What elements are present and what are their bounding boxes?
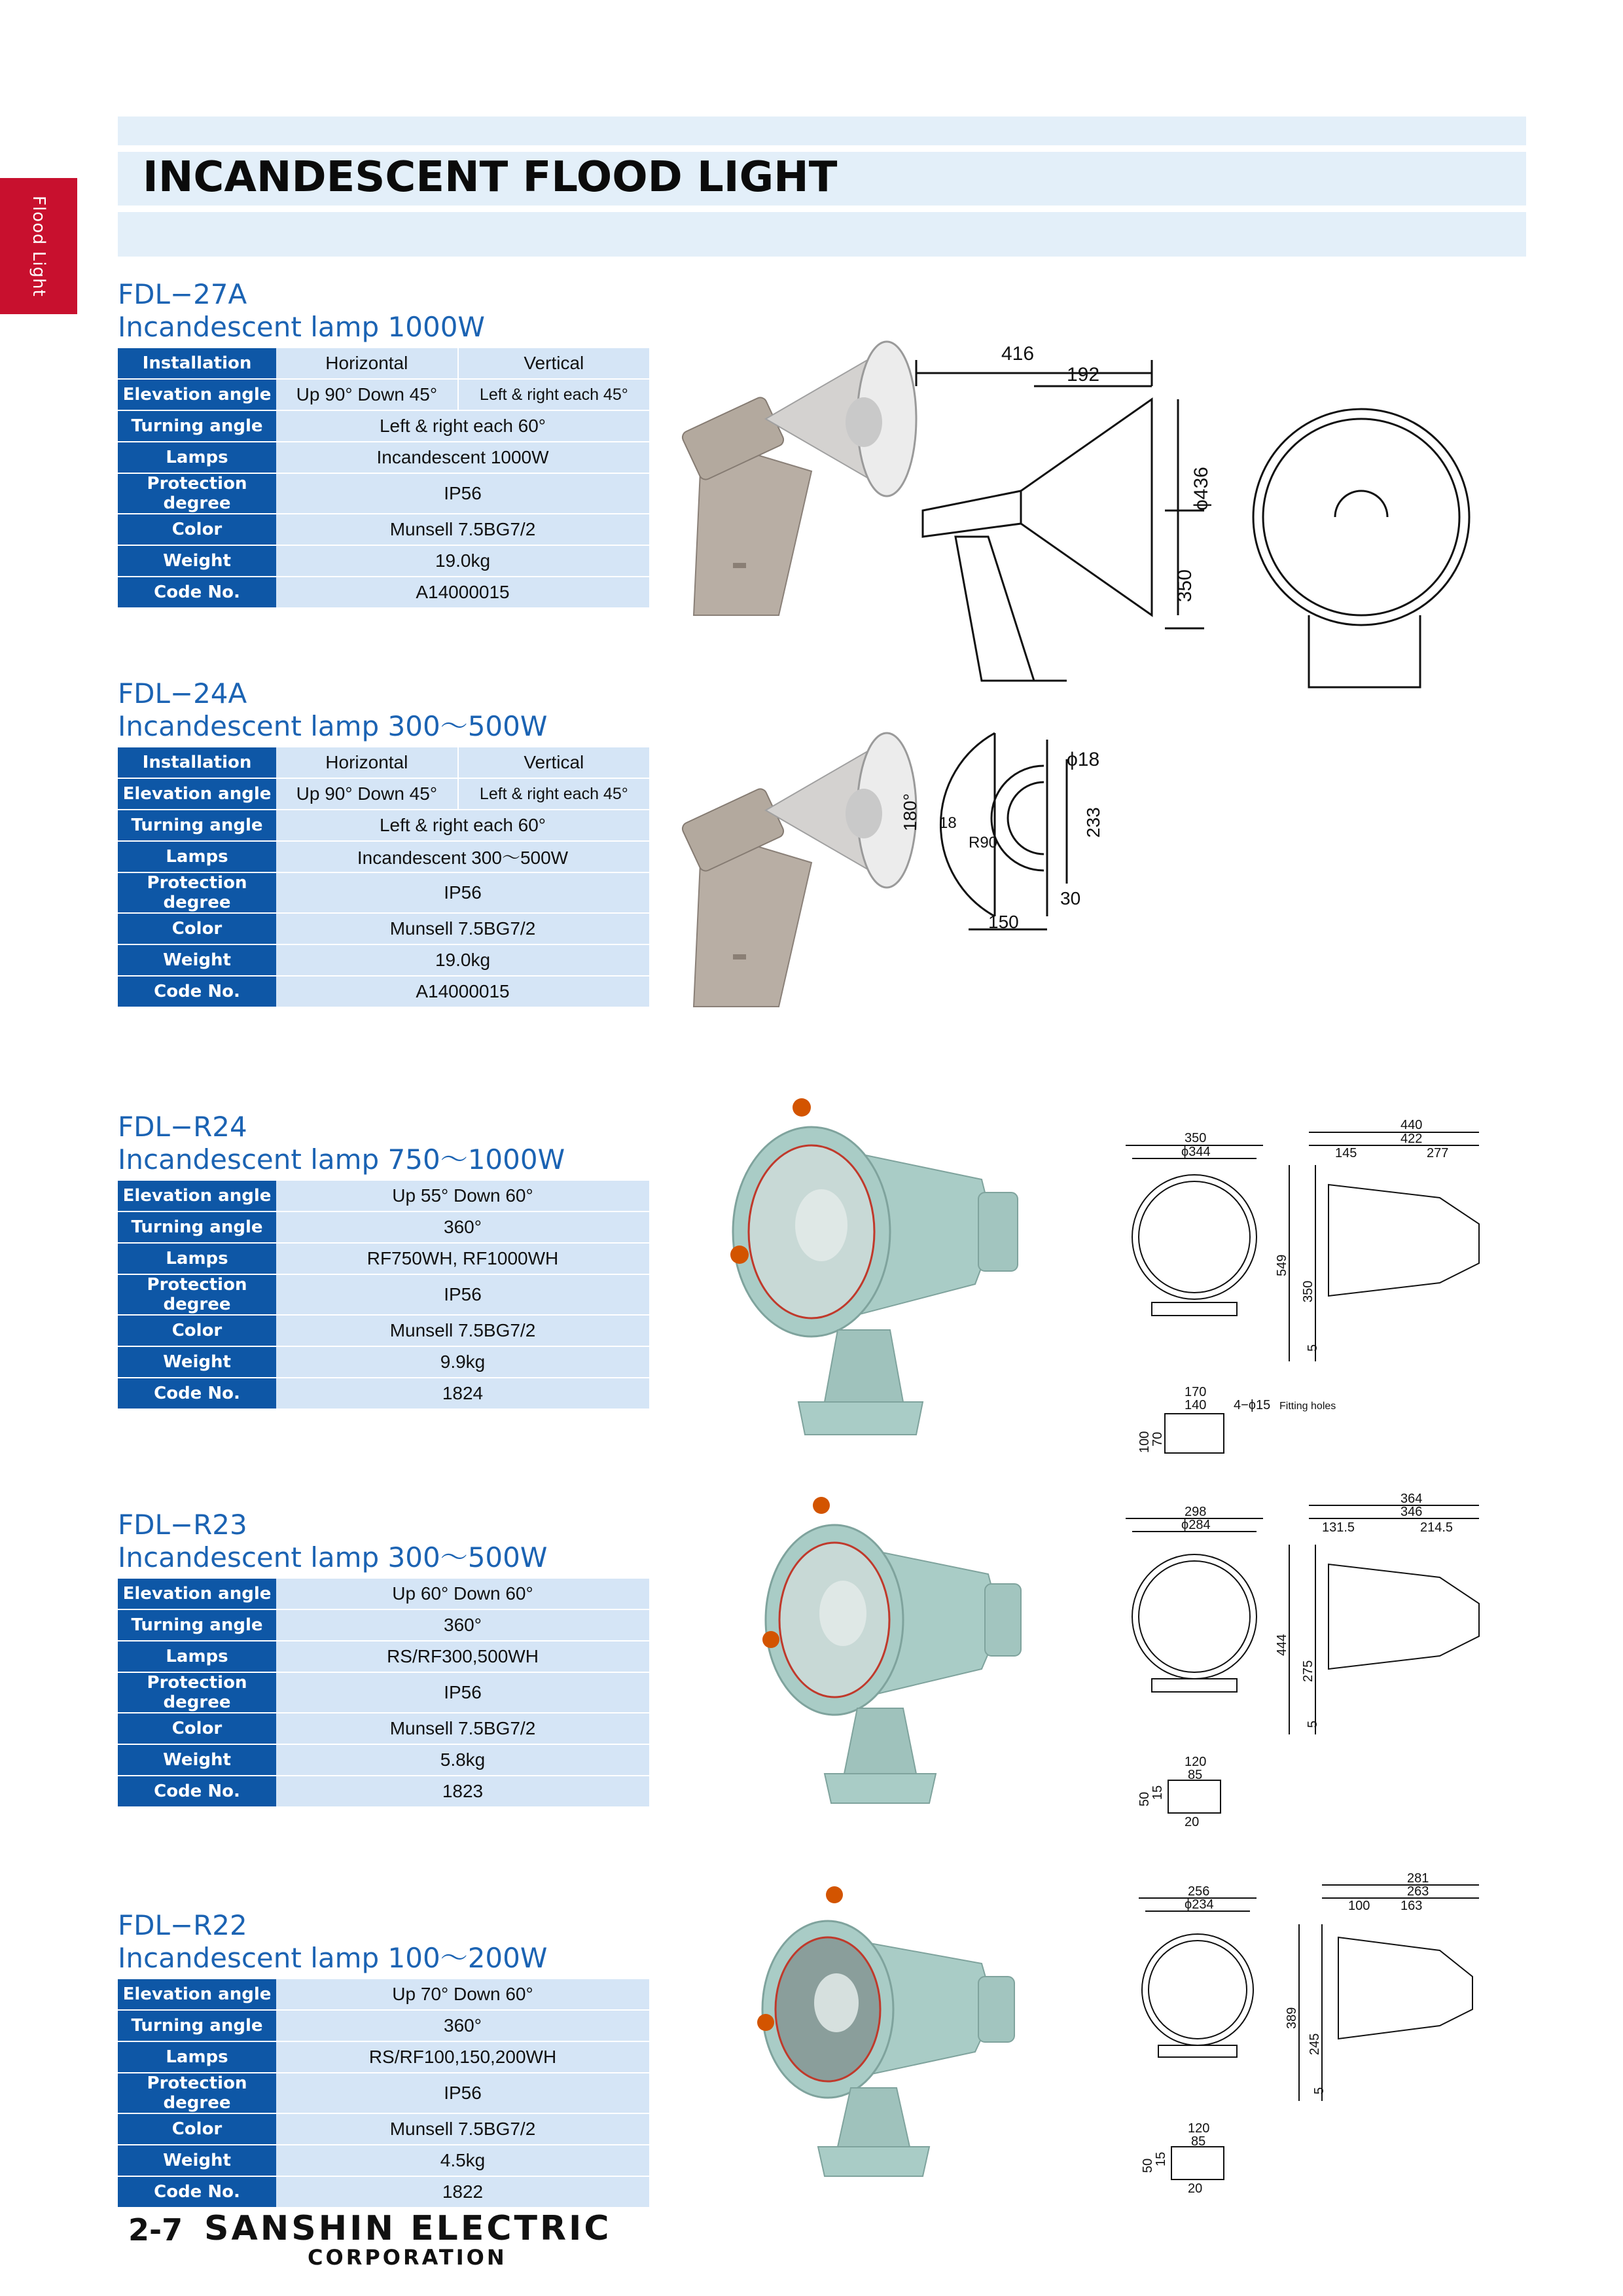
spec-value: 19.0kg xyxy=(276,944,649,976)
spec-label: Protection degree xyxy=(118,2073,276,2113)
spec-label: Protection degree xyxy=(118,1672,276,1713)
spec-label: Code No. xyxy=(118,1378,276,1409)
dim-20: 20 xyxy=(1188,2181,1203,2196)
spec-label: Color xyxy=(118,2113,276,2145)
spec-label: Lamps xyxy=(118,2041,276,2073)
dim-phi284: ϕ284 xyxy=(1181,1518,1211,1532)
spec-row-lamps xyxy=(118,2041,649,2073)
dim-275: 275 xyxy=(1301,1660,1315,1682)
spec-table xyxy=(118,1579,649,1808)
spec-value: Munsell 7.5BG7/2 xyxy=(276,514,649,545)
spec-label: Code No. xyxy=(118,1776,276,1807)
spec-row-color xyxy=(118,514,649,545)
fdl-r22-photo xyxy=(753,1878,1027,2186)
dim-5: 5 xyxy=(1306,1720,1320,1728)
dim-50: 50 xyxy=(1137,1791,1152,1806)
spec-label: Elevation angle xyxy=(118,1579,276,1609)
product-fdl-r24 xyxy=(118,1111,649,1410)
page-title: INCANDESCENT FLOOD LIGHT xyxy=(143,153,838,202)
spec-row-elevation xyxy=(118,778,649,810)
spec-row-turning xyxy=(118,410,649,442)
spec-label: Weight xyxy=(118,944,276,976)
fitting-holes-label: Fitting holes xyxy=(1279,1401,1336,1412)
spec-value: 19.0kg xyxy=(276,545,649,577)
spec-row-turning xyxy=(118,2010,649,2041)
fdl-r23-drawing xyxy=(1113,1492,1505,1833)
spec-value: A14000015 xyxy=(276,577,649,608)
spec-row-lamps xyxy=(118,841,649,872)
spec-label: Code No. xyxy=(118,2176,276,2208)
dim-298: 298 xyxy=(1185,1505,1207,1519)
dim-444: 444 xyxy=(1275,1634,1289,1656)
product-model: FDL−R22 xyxy=(118,1909,247,1941)
dim-15: 15 xyxy=(1150,1785,1165,1800)
spec-row-turning xyxy=(118,810,649,841)
product-model: FDL−R23 xyxy=(118,1509,247,1541)
spec-label: Code No. xyxy=(118,577,276,608)
page-number: 2-7 xyxy=(128,2212,183,2248)
spec-value: 1822 xyxy=(276,2176,649,2208)
spec-value: Left & right each 45° xyxy=(458,379,649,410)
spec-value: Incandescent 300〜500W xyxy=(276,841,649,872)
dim-85: 85 xyxy=(1191,2134,1206,2149)
company-corporation: CORPORATION xyxy=(308,2245,507,2270)
spec-value: IP56 xyxy=(276,1274,649,1315)
section-tab xyxy=(0,178,77,314)
spec-value: Horizontal xyxy=(276,747,458,778)
spec-row-lamps xyxy=(118,1243,649,1274)
fdl-24a-photo xyxy=(674,732,897,1007)
dim-163: 163 xyxy=(1400,1899,1423,1913)
dim-549: 549 xyxy=(1275,1254,1289,1276)
spec-row-elevation xyxy=(118,1181,649,1211)
spec-label: Installation xyxy=(118,747,276,778)
section-tab-label: Flood Light xyxy=(29,195,48,297)
product-lamp: Incandescent lamp 300〜500W xyxy=(118,1541,548,1573)
spec-label: Weight xyxy=(118,545,276,577)
dim-346: 346 xyxy=(1400,1505,1423,1519)
dim-phi234: ϕ234 xyxy=(1185,1897,1214,1912)
spec-value: Vertical xyxy=(458,747,649,778)
spec-row-code xyxy=(118,2176,649,2208)
spec-value: Up 55° Down 60° xyxy=(276,1181,649,1211)
spec-row-weight xyxy=(118,2145,649,2176)
spec-value: 1823 xyxy=(276,1776,649,1807)
dim-phi436: ϕ436 xyxy=(1190,467,1212,511)
spec-value: RS/RF300,500WH xyxy=(276,1641,649,1672)
product-lamp: Incandescent lamp 750〜1000W xyxy=(118,1143,565,1175)
title-banner xyxy=(118,117,1526,257)
dim-120: 120 xyxy=(1188,2121,1210,2136)
spec-value: RS/RF100,150,200WH xyxy=(276,2041,649,2073)
dim-281: 281 xyxy=(1407,1871,1429,1886)
spec-row-code xyxy=(118,1776,649,1807)
spec-label: Color xyxy=(118,913,276,944)
spec-label: Elevation angle xyxy=(118,778,276,810)
spec-row-code xyxy=(118,976,649,1007)
dim-120: 120 xyxy=(1185,1755,1207,1769)
dim-70: 70 xyxy=(1150,1431,1165,1446)
dim-131-5: 131.5 xyxy=(1322,1520,1355,1535)
spec-row-protection xyxy=(118,2073,649,2113)
spec-label: Lamps xyxy=(118,841,276,872)
spec-value: Up 70° Down 60° xyxy=(276,1979,649,2010)
spec-label: Weight xyxy=(118,2145,276,2176)
spec-value: IP56 xyxy=(276,1672,649,1713)
spec-value: 360° xyxy=(276,2010,649,2041)
spec-value: Up 90° Down 45° xyxy=(276,778,458,810)
dim-277: 277 xyxy=(1427,1146,1449,1160)
spec-row-lamps xyxy=(118,442,649,473)
spec-row-protection xyxy=(118,1672,649,1713)
spec-label: Lamps xyxy=(118,1243,276,1274)
spec-row-installation xyxy=(118,348,649,379)
dim-416: 416 xyxy=(1001,343,1035,365)
spec-value: IP56 xyxy=(276,2073,649,2113)
spec-row-code xyxy=(118,577,649,608)
dim-20: 20 xyxy=(1185,1815,1200,1829)
dim-256: 256 xyxy=(1188,1884,1210,1899)
spec-row-color xyxy=(118,1713,649,1744)
spec-label: Turning angle xyxy=(118,410,276,442)
spec-row-elevation xyxy=(118,379,649,410)
spec-value: 5.8kg xyxy=(276,1744,649,1776)
spec-row-code xyxy=(118,1378,649,1409)
spec-value: 9.9kg xyxy=(276,1346,649,1378)
dim-389: 389 xyxy=(1285,2007,1299,2029)
dim-350: 350 xyxy=(1185,1131,1207,1145)
dim-263: 263 xyxy=(1407,1884,1429,1899)
product-lamp: Incandescent lamp 100〜200W xyxy=(118,1942,548,1974)
spec-label: Protection degree xyxy=(118,1274,276,1315)
spec-value: Munsell 7.5BG7/2 xyxy=(276,1713,649,1744)
dim-364: 364 xyxy=(1400,1492,1423,1506)
dim-350b: 350 xyxy=(1301,1280,1315,1302)
product-lamp: Incandescent lamp 300〜500W xyxy=(118,710,548,742)
dim-5: 5 xyxy=(1312,2087,1327,2094)
dim-192: 192 xyxy=(1067,364,1100,386)
fdl-r24-drawing xyxy=(1113,1106,1505,1460)
dim-100: 100 xyxy=(1348,1899,1370,1913)
banner-stripe xyxy=(118,206,1526,212)
spec-table xyxy=(118,1181,649,1410)
dim-150: 150 xyxy=(988,912,1019,932)
fdl-24a-drawing xyxy=(900,720,1139,942)
fdl-27a-photo xyxy=(674,340,897,615)
dim-30: 30 xyxy=(1060,888,1081,908)
company-logo: SANSHIN ELECTRIC xyxy=(204,2209,612,2248)
dim-5: 5 xyxy=(1306,1344,1320,1352)
spec-value: Munsell 7.5BG7/2 xyxy=(276,1315,649,1346)
spec-label: Protection degree xyxy=(118,872,276,913)
spec-value: A14000015 xyxy=(276,976,649,1007)
product-model: FDL−24A xyxy=(118,677,247,709)
spec-row-installation xyxy=(118,747,649,778)
dim-422: 422 xyxy=(1400,1132,1423,1146)
fdl-27a-drawing xyxy=(903,340,1505,707)
spec-value: Horizontal xyxy=(276,348,458,379)
dim-4-phi15: 4−ϕ15 xyxy=(1234,1398,1271,1412)
product-fdl-24a xyxy=(118,678,649,1008)
spec-row-protection xyxy=(118,1274,649,1315)
spec-row-protection xyxy=(118,872,649,913)
spec-label: Lamps xyxy=(118,1641,276,1672)
spec-row-weight xyxy=(118,545,649,577)
spec-value: 1824 xyxy=(276,1378,649,1409)
spec-value: 360° xyxy=(276,1211,649,1243)
dim-140: 140 xyxy=(1185,1398,1207,1412)
spec-label: Turning angle xyxy=(118,810,276,841)
spec-label: Code No. xyxy=(118,976,276,1007)
spec-label: Lamps xyxy=(118,442,276,473)
dim-50: 50 xyxy=(1141,2158,1155,2173)
product-fdl-r22 xyxy=(118,1910,649,2208)
spec-label: Elevation angle xyxy=(118,1181,276,1211)
spec-row-turning xyxy=(118,1609,649,1641)
spec-label: Color xyxy=(118,1713,276,1744)
spec-label: Turning angle xyxy=(118,1609,276,1641)
spec-value: Left & right each 60° xyxy=(276,410,649,442)
spec-label: Elevation angle xyxy=(118,379,276,410)
spec-value: Left & right each 45° xyxy=(458,778,649,810)
spec-value: Vertical xyxy=(458,348,649,379)
spec-value: Incandescent 1000W xyxy=(276,442,649,473)
spec-table xyxy=(118,1979,649,2208)
fdl-r24-photo xyxy=(726,1094,1027,1448)
dim-100: 100 xyxy=(1137,1431,1152,1453)
spec-value: Up 60° Down 60° xyxy=(276,1579,649,1609)
product-model: FDL−27A xyxy=(118,278,247,310)
dim-170: 170 xyxy=(1185,1385,1207,1399)
spec-label: Weight xyxy=(118,1744,276,1776)
fdl-r22-drawing xyxy=(1113,1872,1505,2199)
product-fdl-27a xyxy=(118,279,649,609)
spec-label: Weight xyxy=(118,1346,276,1378)
product-lamp: Incandescent lamp 1000W xyxy=(118,311,485,343)
spec-row-elevation xyxy=(118,1579,649,1609)
spec-value: Up 90° Down 45° xyxy=(276,379,458,410)
spec-row-protection xyxy=(118,473,649,514)
spec-row-turning xyxy=(118,1211,649,1243)
spec-label: Elevation angle xyxy=(118,1979,276,2010)
dim-phi18: ϕ18 xyxy=(1067,749,1100,770)
spec-label: Turning angle xyxy=(118,2010,276,2041)
dim-350: 350 xyxy=(1174,569,1196,602)
spec-label: Turning angle xyxy=(118,1211,276,1243)
spec-row-weight xyxy=(118,1744,649,1776)
dim-phi344: ϕ344 xyxy=(1181,1145,1211,1159)
spec-row-weight xyxy=(118,944,649,976)
dim-214-5: 214.5 xyxy=(1420,1520,1454,1535)
dim-18: 18 xyxy=(939,814,957,832)
spec-value: Munsell 7.5BG7/2 xyxy=(276,913,649,944)
spec-value: IP56 xyxy=(276,872,649,913)
dim-145: 145 xyxy=(1335,1146,1357,1160)
spec-label: Protection degree xyxy=(118,473,276,514)
dim-15: 15 xyxy=(1154,2151,1168,2166)
spec-value: Left & right each 60° xyxy=(276,810,649,841)
dim-245: 245 xyxy=(1308,2033,1322,2055)
spec-value: 360° xyxy=(276,1609,649,1641)
dim-85: 85 xyxy=(1188,1768,1203,1782)
spec-row-color xyxy=(118,1315,649,1346)
spec-row-color xyxy=(118,913,649,944)
spec-value: Munsell 7.5BG7/2 xyxy=(276,2113,649,2145)
spec-row-color xyxy=(118,2113,649,2145)
spec-value: 4.5kg xyxy=(276,2145,649,2176)
product-fdl-r23 xyxy=(118,1509,649,1808)
spec-table xyxy=(118,348,649,609)
spec-row-elevation xyxy=(118,1979,649,2010)
banner-stripe xyxy=(118,145,1526,152)
dim-r90: R90 xyxy=(969,834,998,852)
spec-row-lamps xyxy=(118,1641,649,1672)
spec-row-weight xyxy=(118,1346,649,1378)
spec-value: IP56 xyxy=(276,473,649,514)
dim-440: 440 xyxy=(1400,1118,1423,1132)
fdl-r23-photo xyxy=(759,1492,1034,1813)
dim-180deg: 180° xyxy=(900,793,920,831)
spec-label: Color xyxy=(118,514,276,545)
spec-value: RF750WH, RF1000WH xyxy=(276,1243,649,1274)
spec-label: Installation xyxy=(118,348,276,379)
dim-233: 233 xyxy=(1083,807,1103,838)
spec-table xyxy=(118,747,649,1008)
spec-label: Color xyxy=(118,1315,276,1346)
product-model: FDL−R24 xyxy=(118,1111,247,1143)
